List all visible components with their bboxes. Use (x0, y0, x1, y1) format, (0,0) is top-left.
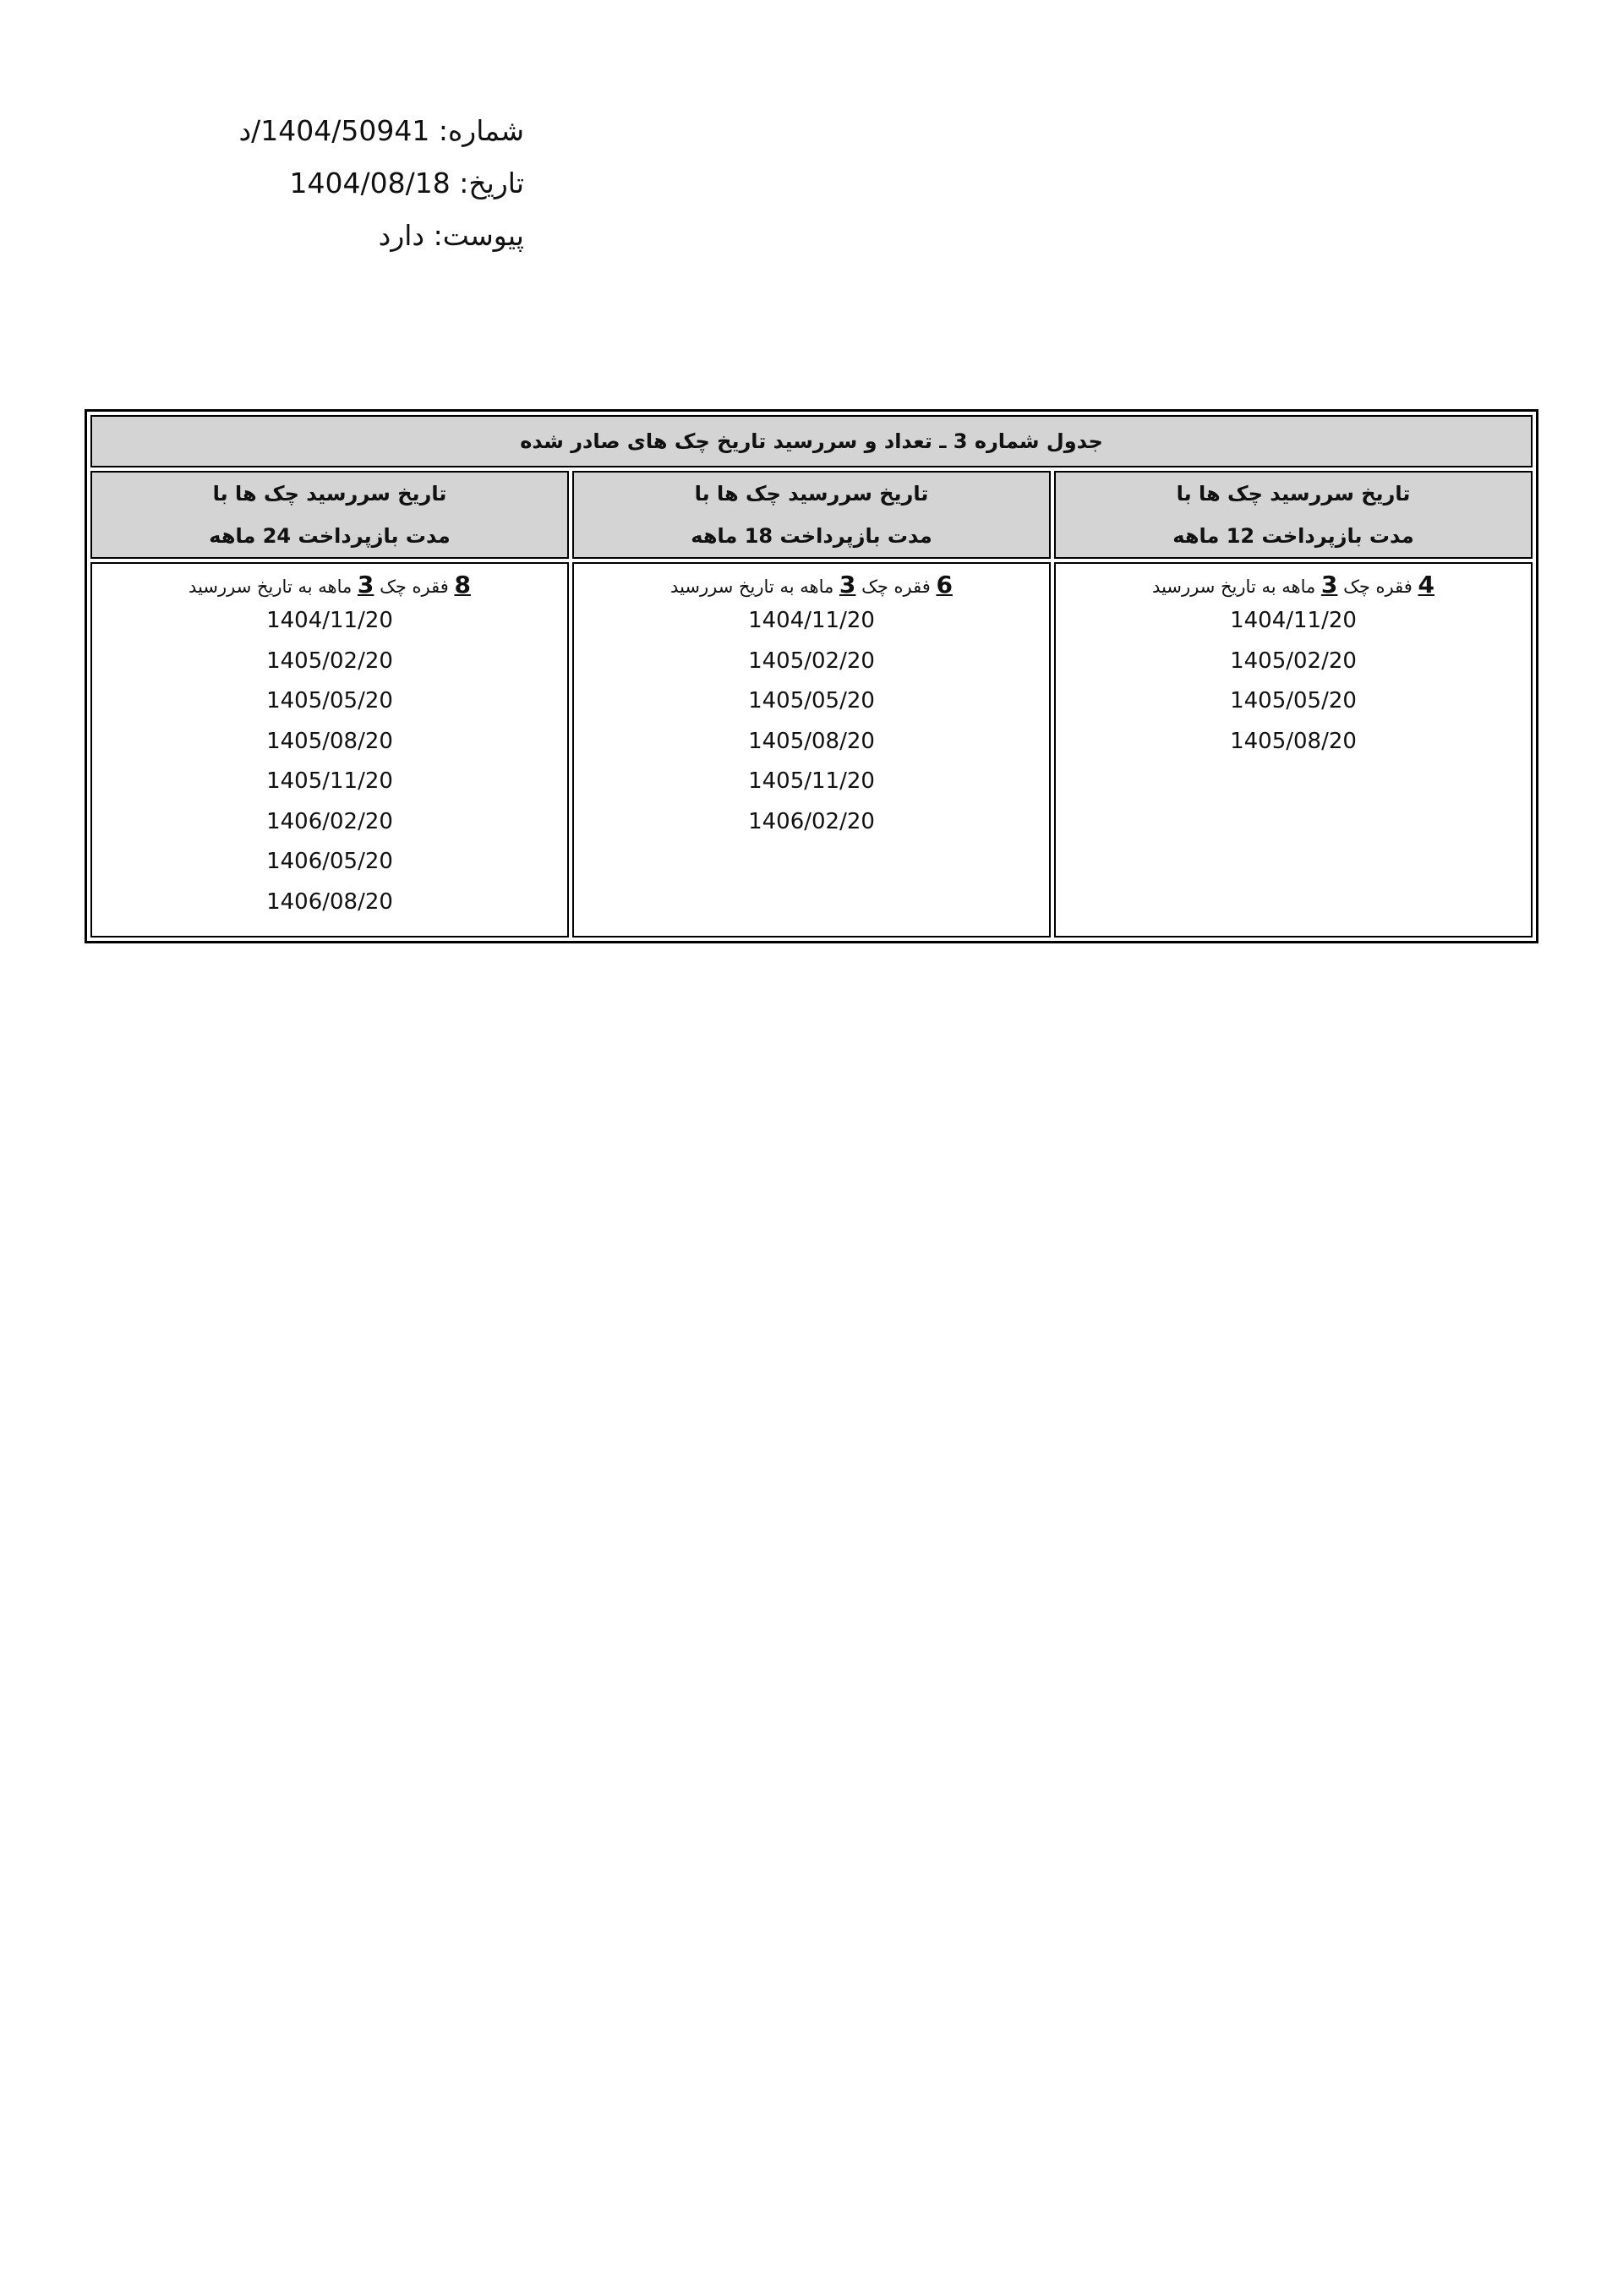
column-header-line: تاریخ سررسید چک ها با (212, 482, 447, 506)
desc-text: ماهه به تاریخ سررسید (670, 577, 839, 597)
due-date: 1405/05/20 (266, 688, 393, 713)
column-body (572, 562, 1051, 938)
due-date: 1405/11/20 (748, 768, 875, 794)
cheque-count: 8 (454, 571, 471, 599)
due-date: 1406/05/20 (266, 849, 393, 874)
letter-attachment-value: دارد (378, 219, 425, 252)
letter-attachment-label: پیوست: (433, 219, 524, 252)
letter-date-label: تاریخ: (459, 167, 524, 200)
due-date: 1404/11/20 (1230, 608, 1357, 633)
column-header-line: تاریخ سررسید چک ها با (694, 482, 929, 506)
column-header-line: مدت بازپرداخت 12 ماهه (1172, 524, 1414, 548)
column-header (90, 471, 569, 559)
cheque-count: 4 (1418, 571, 1434, 599)
cheques-table (85, 409, 1538, 943)
due-date: 1406/02/20 (266, 808, 393, 834)
table-column (1054, 471, 1533, 938)
letter-number-label: شماره: (438, 114, 524, 147)
letter-number-value: 1404/50941/د (238, 114, 430, 147)
table-columns (90, 471, 1533, 938)
due-date: 1405/05/20 (1230, 688, 1357, 713)
column-body (1054, 562, 1533, 938)
desc-text: فقره چک (374, 577, 455, 597)
table-column (572, 471, 1051, 938)
letter-number (211, 106, 524, 158)
table-column (90, 471, 569, 938)
desc-text: فقره چک (1337, 577, 1418, 597)
due-date: 1406/08/20 (266, 888, 393, 915)
due-date: 1404/11/20 (748, 608, 875, 633)
due-date: 1405/02/20 (748, 648, 875, 674)
cheque-count: 6 (936, 571, 953, 599)
due-date: 1404/11/20 (266, 608, 393, 633)
interval-months: 3 (839, 571, 856, 599)
cheque-description (92, 571, 567, 601)
letter-date (211, 158, 524, 210)
column-header-line: مدت بازپرداخت 18 ماهه (691, 524, 932, 548)
table-title: جدول شماره 3 ـ تعداد و سررسید تاریخ چک های صادر شده (90, 415, 1533, 467)
interval-months: 3 (1320, 571, 1338, 599)
due-date: 1405/05/20 (748, 688, 875, 713)
desc-text: فقره چک (855, 577, 937, 597)
letter-date-value: 1404/08/18 (289, 167, 451, 200)
column-header (1054, 471, 1533, 559)
due-date: 1405/02/20 (1230, 648, 1357, 674)
due-date: 1405/08/20 (748, 728, 875, 754)
cheque-description (1056, 571, 1531, 601)
column-header-line: مدت بازپرداخت 24 ماهه (209, 524, 451, 548)
due-date: 1405/02/20 (266, 648, 393, 674)
column-header (572, 471, 1051, 559)
column-body (90, 562, 569, 938)
due-date: 1405/08/20 (1230, 728, 1357, 754)
due-date: 1405/11/20 (266, 768, 393, 794)
cheque-description (574, 571, 1049, 601)
desc-text: ماهه به تاریخ سررسید (189, 577, 358, 597)
letter-attachment (211, 210, 524, 263)
due-date: 1405/08/20 (266, 728, 393, 754)
letter-meta (211, 106, 524, 263)
interval-months: 3 (357, 571, 374, 599)
desc-text: ماهه به تاریخ سررسید (1152, 577, 1321, 597)
due-date: 1406/02/20 (748, 808, 875, 834)
column-header-line: تاریخ سررسید چک ها با (1176, 482, 1411, 506)
